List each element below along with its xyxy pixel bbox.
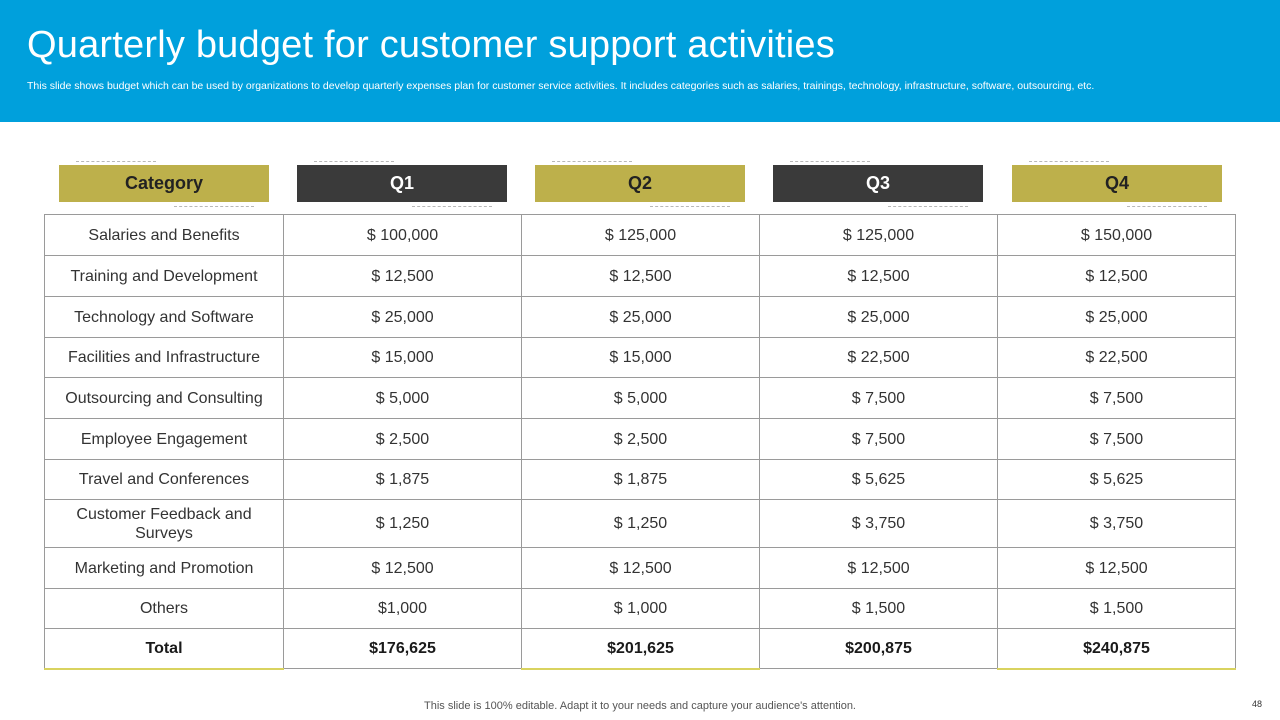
page-title: Quarterly budget for customer support activities xyxy=(27,24,835,66)
q2-value-cell: $ 1,000 xyxy=(522,589,760,629)
q1-value-cell: $176,625 xyxy=(284,629,522,669)
q1-value-cell: $ 5,000 xyxy=(284,378,522,419)
q3-value-cell: $ 3,750 xyxy=(760,500,998,548)
q2-value-cell: $ 12,500 xyxy=(522,548,760,589)
q2-value-cell: $ 15,000 xyxy=(522,338,760,378)
category-cell: Employee Engagement xyxy=(45,419,284,460)
table-row xyxy=(45,215,1236,256)
q2-value-cell: $ 25,000 xyxy=(522,297,760,338)
decor-dash xyxy=(888,206,968,207)
table-row xyxy=(45,256,1236,297)
page-number: 48 xyxy=(1251,699,1262,709)
category-cell: Outsourcing and Consulting xyxy=(45,378,284,419)
q4-value-cell: $ 12,500 xyxy=(998,256,1236,297)
table-row xyxy=(45,419,1236,460)
q1-value-cell: $ 12,500 xyxy=(284,256,522,297)
q3-value-cell: $ 12,500 xyxy=(760,548,998,589)
decor-dash xyxy=(552,161,632,162)
q3-value-cell: $ 1,500 xyxy=(760,589,998,629)
q1-value-cell: $ 15,000 xyxy=(284,338,522,378)
q1-value-cell: $ 1,875 xyxy=(284,460,522,500)
q1-value-cell: $ 2,500 xyxy=(284,419,522,460)
decor-dash xyxy=(1029,161,1109,162)
q1-value-cell: $ 100,000 xyxy=(284,215,522,256)
decor-dash xyxy=(314,161,394,162)
column-header-q3: Q3 xyxy=(773,165,983,202)
column-header-category: Category xyxy=(59,165,269,202)
table-row xyxy=(45,378,1236,419)
q2-value-cell: $ 2,500 xyxy=(522,419,760,460)
budget-table xyxy=(44,214,1236,670)
decor-dash xyxy=(412,206,492,207)
table-row xyxy=(45,338,1236,378)
category-cell: Marketing and Promotion xyxy=(45,548,284,589)
table-row xyxy=(45,460,1236,500)
category-cell: Salaries and Benefits xyxy=(45,215,284,256)
category-cell: Training and Development xyxy=(45,256,284,297)
q4-value-cell: $ 12,500 xyxy=(998,548,1236,589)
q2-value-cell: $ 12,500 xyxy=(522,256,760,297)
table-row xyxy=(45,500,1236,548)
q4-value-cell: $ 5,625 xyxy=(998,460,1236,500)
q1-value-cell: $ 25,000 xyxy=(284,297,522,338)
q3-value-cell: $ 7,500 xyxy=(760,419,998,460)
q4-value-cell: $ 3,750 xyxy=(998,500,1236,548)
q4-value-cell: $ 150,000 xyxy=(998,215,1236,256)
decor-dash xyxy=(650,206,730,207)
q4-value-cell: $ 22,500 xyxy=(998,338,1236,378)
q4-value-cell: $ 7,500 xyxy=(998,419,1236,460)
q3-value-cell: $ 25,000 xyxy=(760,297,998,338)
table-row xyxy=(45,589,1236,629)
decor-dash xyxy=(174,206,254,207)
q2-value-cell: $ 125,000 xyxy=(522,215,760,256)
page-subtitle: This slide shows budget which can be used by organizations to develop quarterly expenses plan for customer service activities. It includes categories such as salaries, trainings, technology, infrastructure, software, outsourcing, etc. xyxy=(27,80,1095,92)
column-header-q1: Q1 xyxy=(297,165,507,202)
q1-value-cell: $1,000 xyxy=(284,589,522,629)
column-header-q2: Q2 xyxy=(535,165,745,202)
q4-value-cell: $ 25,000 xyxy=(998,297,1236,338)
category-cell: Facilities and Infrastructure xyxy=(45,338,284,378)
q4-value-cell: $240,875 xyxy=(998,629,1236,669)
category-cell: Others xyxy=(45,589,284,629)
q2-value-cell: $ 1,250 xyxy=(522,500,760,548)
table-row xyxy=(45,297,1236,338)
category-cell: Travel and Conferences xyxy=(45,460,284,500)
q4-value-cell: $ 7,500 xyxy=(998,378,1236,419)
q3-value-cell: $ 7,500 xyxy=(760,378,998,419)
q2-value-cell: $201,625 xyxy=(522,629,760,669)
q3-value-cell: $ 125,000 xyxy=(760,215,998,256)
category-cell: Customer Feedback and Surveys xyxy=(45,500,284,548)
category-cell: Total xyxy=(45,629,284,669)
q4-value-cell: $ 1,500 xyxy=(998,589,1236,629)
q1-value-cell: $ 1,250 xyxy=(284,500,522,548)
header-banner xyxy=(0,0,1280,122)
q2-value-cell: $ 1,875 xyxy=(522,460,760,500)
decor-dash xyxy=(1127,206,1207,207)
q1-value-cell: $ 12,500 xyxy=(284,548,522,589)
category-cell: Technology and Software xyxy=(45,297,284,338)
q3-value-cell: $200,875 xyxy=(760,629,998,669)
q3-value-cell: $ 12,500 xyxy=(760,256,998,297)
table-total-row xyxy=(45,629,1236,669)
q2-value-cell: $ 5,000 xyxy=(522,378,760,419)
column-header-q4: Q4 xyxy=(1012,165,1222,202)
footer-note: This slide is 100% editable. Adapt it to your needs and capture your audience's attention. xyxy=(424,700,856,712)
q3-value-cell: $ 22,500 xyxy=(760,338,998,378)
table-row xyxy=(45,548,1236,589)
decor-dash xyxy=(790,161,870,162)
decor-dash xyxy=(76,161,156,162)
q3-value-cell: $ 5,625 xyxy=(760,460,998,500)
